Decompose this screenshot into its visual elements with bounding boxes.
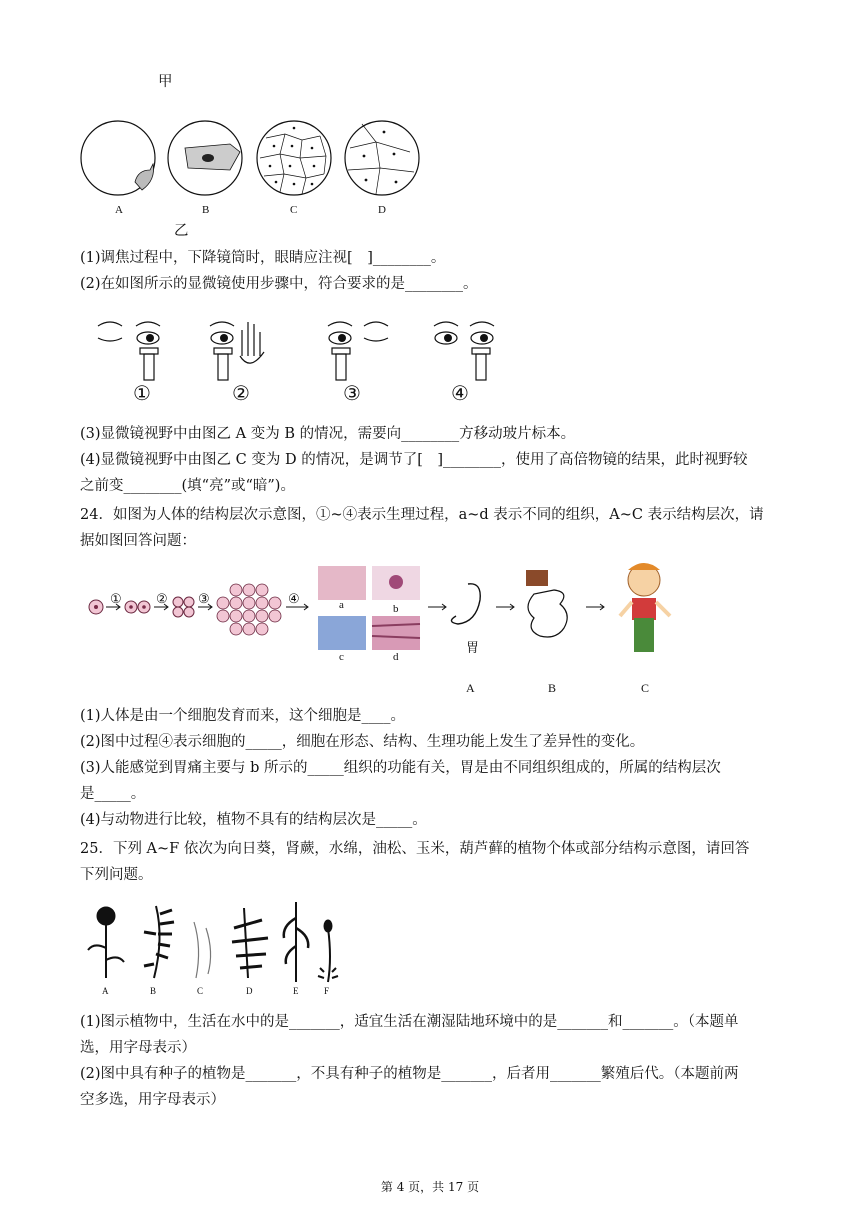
q23-part4-line2: 之前变________(填“亮”或“暗”)。 [80,478,295,494]
eye-step-1-label: ① [133,381,151,405]
level-label-b: B [548,681,557,695]
q25-part2-line1: (2)图中具有种子的植物是_______，不具有种子的植物是_______，后者用_______繁殖后代。（本题前两 [80,1066,739,1082]
circle-label-c: C [290,204,298,216]
plant-label-a: A [102,986,109,996]
q24-part2: (2)图中过程④表示细胞的_____，细胞在形态、结构、生理功能上发生了差异性的变化。 [80,734,645,750]
level-label-c: C [641,681,650,695]
plant-label-c: C [197,986,204,996]
eye-steps-figure [92,316,512,406]
figure-jia-label: 甲 [158,74,173,90]
step-label-4: ④ [288,591,300,606]
q24-intro-line2: 据如图回答问题： [80,533,196,549]
plant-label-d: D [246,986,253,996]
tissue-label-b: b [393,603,399,615]
level-label-a: A [466,681,475,695]
circle-label-b: B [202,204,210,216]
q25-part1-line2: 选，用字母表示） [80,1040,196,1056]
page-footer: 第 4 页，共 17 页 [380,1180,480,1194]
step-label-1: ① [110,591,122,606]
tissue-label-d: d [393,651,399,663]
plant-label-e: E [293,986,299,996]
q23-part3: (3)显微镜视野中由图乙 A 变为 B 的情况，需要向________方移动玻片标本。 [80,426,576,442]
q25-intro-line2: 下列问题。 [80,867,153,883]
figure-yi-label: 乙 [174,223,189,239]
circle-label-a: A [115,204,123,216]
q25-part1-line1: (1)图示植物中，生活在水中的是_______，适宜生活在潮湿陆地环境中的是_______和_______。（本题单 [80,1014,739,1030]
q24-part4: (4)与动物进行比较，植物不具有的结构层次是_____。 [80,812,427,828]
tissue-label-c: c [339,651,344,663]
circle-label-d: D [378,204,386,216]
q23-part2: (2)在如图所示的显微镜使用步骤中，符合要求的是________。 [80,276,478,292]
q25-intro-line1: 25．下列 A~F 依次为向日葵，肾蕨，水绵，油松、玉米，葫芦藓的植物个体或部分结构示意图，请回答 [80,841,750,857]
step-label-3: ③ [198,591,210,606]
eye-step-4-label: ④ [451,381,469,405]
q24-part3-line1: (3)人能感觉到胃痛主要与 b 所示的_____组织的功能有关，胃是由不同组织组成的，所属的结构层次 [80,760,721,776]
q25-part2-line2: 空多选，用字母表示） [80,1092,225,1108]
q24-part3-line2: 是_____。 [80,786,146,802]
plant-label-f: F [324,986,330,996]
q23-part1: (1)调焦过程中，下降镜筒时，眼睛应注视[ ]________。 [80,250,446,266]
tissue-label-a: a [339,599,344,611]
body-levels-figure [86,560,686,670]
figure-yi-circles [80,118,420,218]
q24-part1: (1)人体是由一个细胞发育而来，这个细胞是____。 [80,708,406,724]
plant-label-b: B [150,986,157,996]
eye-step-3-label: ③ [343,381,361,405]
q23-part4-line1: (4)显微镜视野中由图乙 C 变为 D 的情况，是调节了[ ]________，使用了高倍物镜的结果，此时视野较 [80,452,748,468]
eye-step-2-label: ② [232,381,250,405]
plants-figure [84,898,344,988]
step-label-2: ② [156,591,168,606]
organ-stomach-label: 胃 [466,641,480,656]
q24-intro-line1: 24．如图为人体的结构层次示意图，①~④表示生理过程，a~d 表示不同的组织，A~C 表示结构层次，请 [80,507,764,523]
